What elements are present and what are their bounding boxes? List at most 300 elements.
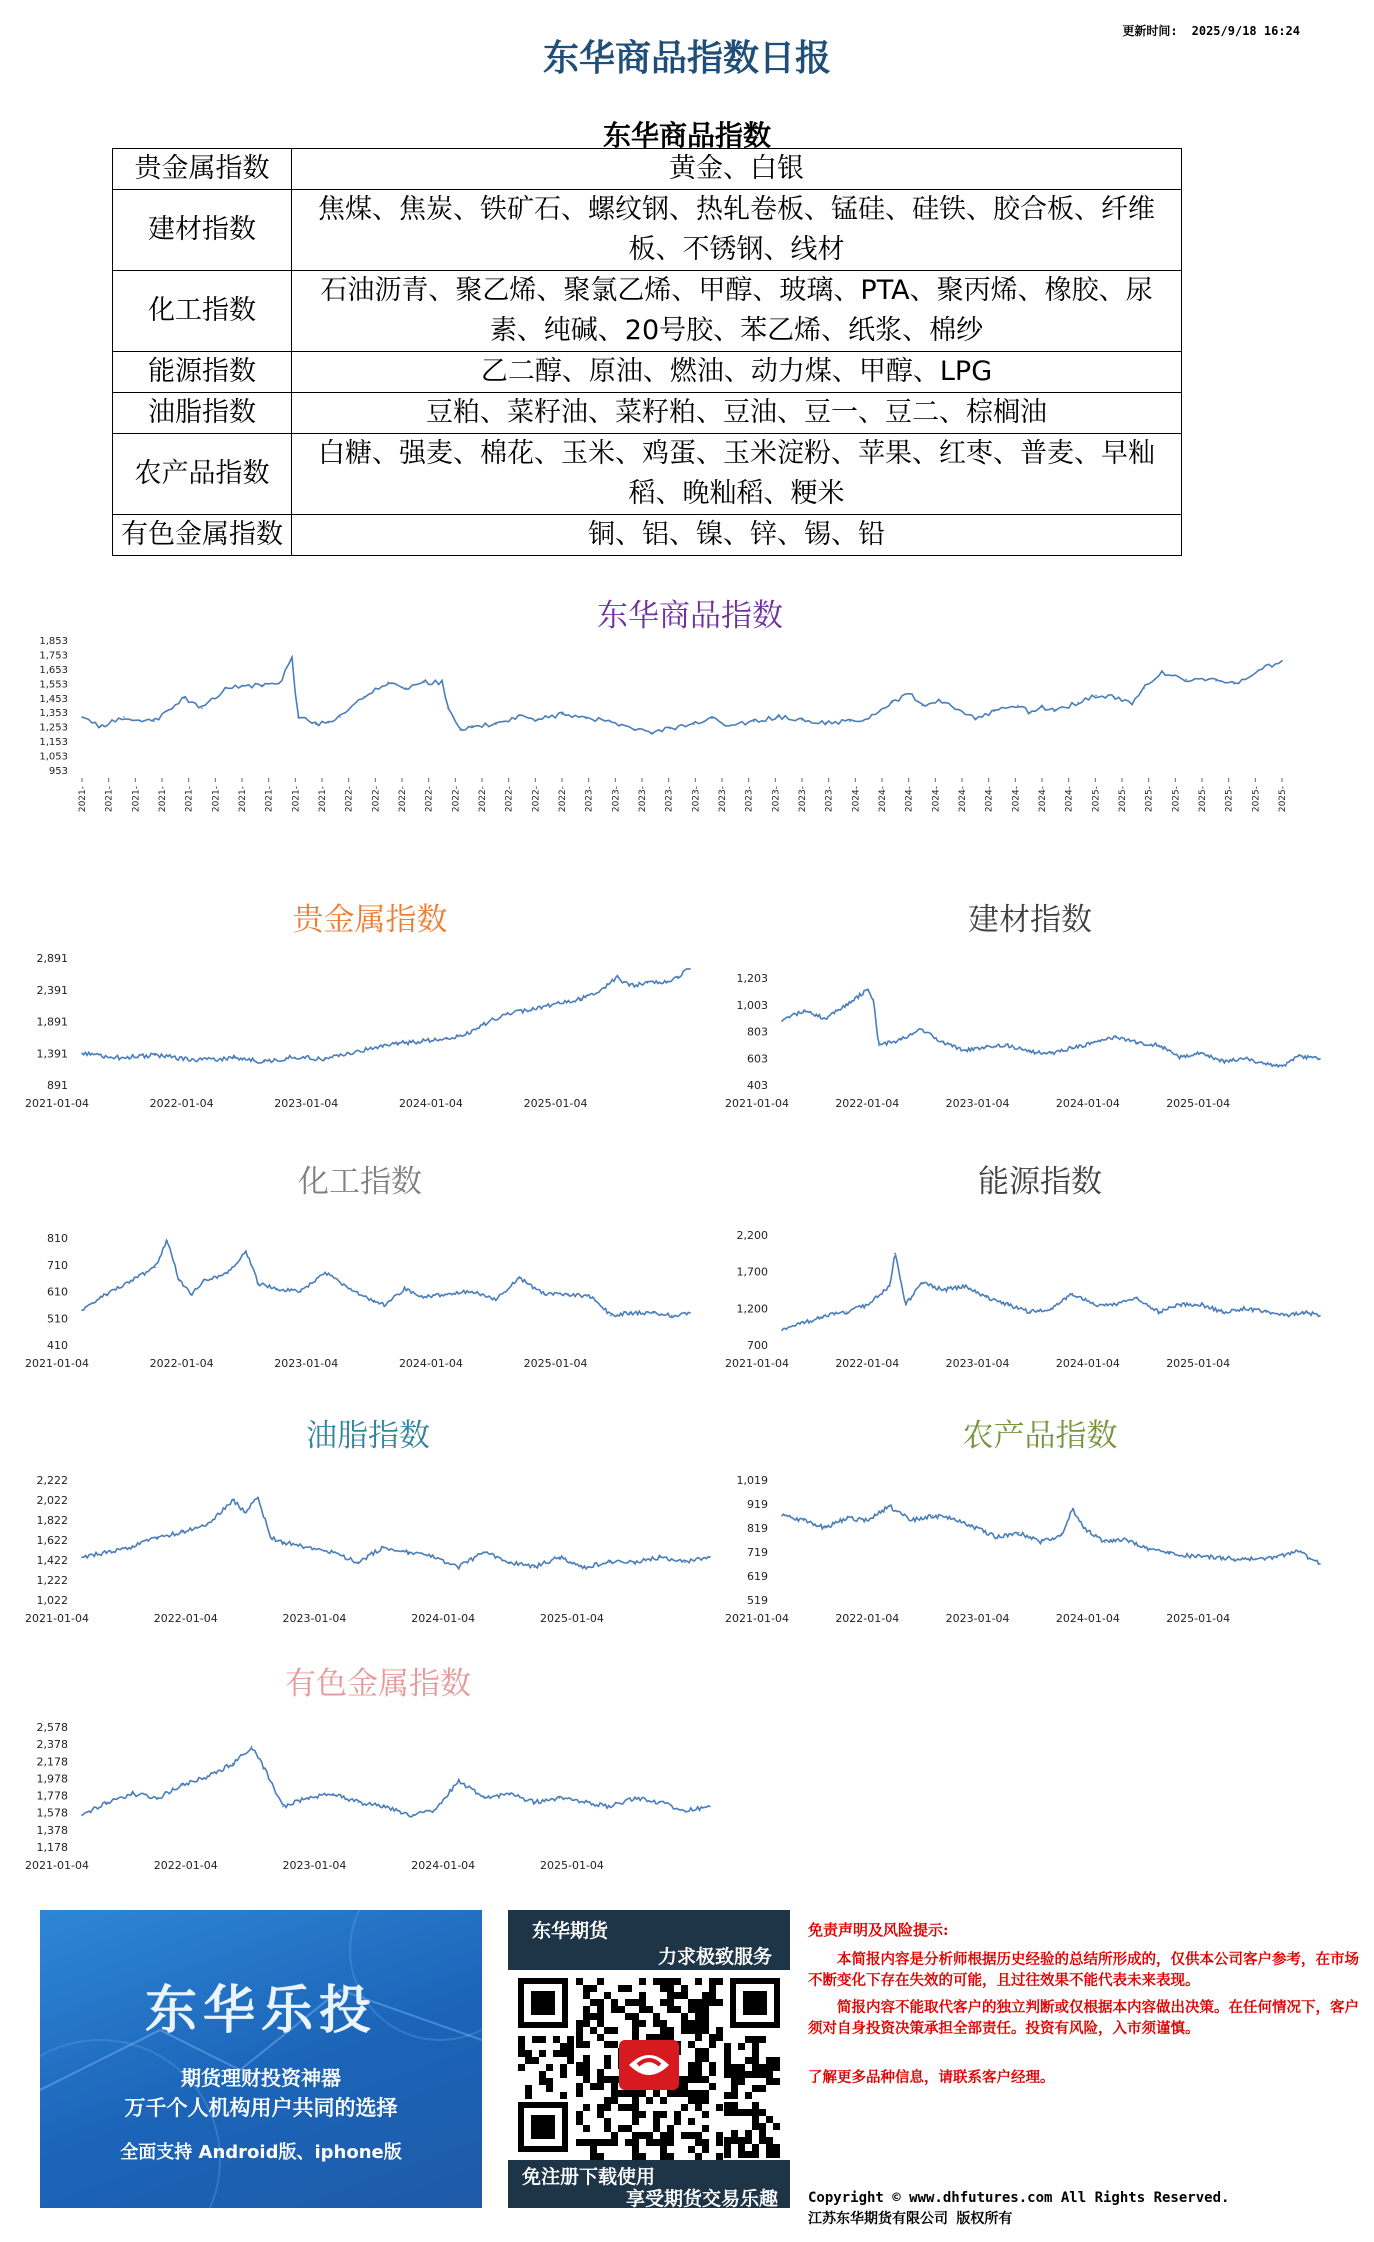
qr-module bbox=[611, 2083, 618, 2090]
data-point bbox=[131, 1793, 133, 1795]
qr-module bbox=[583, 2125, 590, 2132]
y-tick-label: 710 bbox=[47, 1258, 68, 1272]
chart-agri bbox=[720, 1465, 1340, 1630]
data-point bbox=[616, 976, 618, 978]
qr-module bbox=[773, 2064, 780, 2071]
qr-module bbox=[674, 2111, 681, 2118]
disclaimer bbox=[808, 1920, 1368, 2088]
qr-module bbox=[625, 2090, 632, 2097]
x-tick-label: 2022- bbox=[531, 786, 542, 813]
data-point bbox=[408, 1551, 410, 1553]
qr-module bbox=[667, 2153, 674, 2160]
qr-module bbox=[745, 2036, 752, 2043]
qr-module bbox=[539, 2036, 546, 2043]
data-point bbox=[225, 687, 227, 689]
x-tick-label: 2021-01-04 bbox=[725, 1097, 789, 1110]
qr-module bbox=[695, 1978, 702, 1985]
y-tick-label: 1,578 bbox=[36, 1806, 68, 1820]
qr-module bbox=[688, 2118, 695, 2125]
data-point bbox=[363, 696, 365, 698]
qr-module bbox=[553, 2050, 560, 2057]
qr-module bbox=[639, 1999, 646, 2006]
data-point bbox=[1077, 702, 1079, 704]
series-line bbox=[82, 969, 690, 1063]
data-point bbox=[943, 1289, 945, 1291]
data-point bbox=[689, 1312, 691, 1314]
x-tick-label: 2022-01-04 bbox=[153, 1612, 218, 1625]
qr-module bbox=[702, 2111, 709, 2118]
data-point bbox=[939, 700, 941, 702]
qr-module bbox=[583, 2020, 590, 2027]
qr-module bbox=[597, 1999, 604, 2006]
qr-download-box[interactable] bbox=[508, 1910, 790, 2208]
promo-line-1: 期货理财投资神器 bbox=[181, 2066, 341, 2090]
qr-module bbox=[583, 2013, 590, 2020]
qr-module bbox=[639, 2111, 646, 2118]
qr-module bbox=[583, 2104, 590, 2111]
qr-module bbox=[724, 2050, 731, 2057]
x-tick-label: 2024-01-04 bbox=[398, 1357, 463, 1370]
data-point bbox=[279, 682, 281, 684]
qr-module bbox=[632, 2034, 639, 2041]
x-tick-label: 2025-01-04 bbox=[1166, 1357, 1231, 1370]
chart-title-main: 东华商品指数 bbox=[597, 598, 783, 634]
y-tick-label: 1,053 bbox=[39, 751, 68, 763]
qr-module bbox=[716, 1999, 723, 2006]
x-tick-label: 2021-01-04 bbox=[725, 1612, 789, 1625]
table-row bbox=[113, 352, 1182, 393]
qr-module bbox=[611, 2041, 618, 2048]
qr-module bbox=[583, 2062, 590, 2069]
qr-module bbox=[702, 1992, 709, 1999]
data-point bbox=[1072, 1508, 1074, 1510]
data-point bbox=[1257, 670, 1259, 672]
data-point bbox=[495, 723, 497, 725]
x-tick-label: 2024-01-04 bbox=[1055, 1097, 1120, 1110]
chart-title-agri: 农产品指数 bbox=[962, 1418, 1118, 1454]
data-point bbox=[201, 708, 203, 710]
data-point bbox=[1126, 1539, 1128, 1541]
qr-module bbox=[724, 2043, 731, 2050]
data-point bbox=[203, 1280, 205, 1282]
data-point bbox=[677, 976, 679, 978]
qr-module bbox=[660, 2139, 667, 2146]
qr-module bbox=[716, 2027, 723, 2034]
data-point bbox=[1179, 1304, 1181, 1306]
data-point bbox=[561, 713, 563, 715]
table-row bbox=[113, 434, 1182, 515]
x-tick-label: 2021-01-04 bbox=[25, 1859, 89, 1872]
table-title: 东华商品指数 bbox=[602, 119, 771, 152]
app-promo-banner[interactable] bbox=[40, 1910, 482, 2208]
row-name: 贵金属指数 bbox=[113, 149, 292, 190]
x-tick-label: 2024- bbox=[904, 786, 915, 813]
y-tick-label: 1,253 bbox=[39, 722, 68, 734]
qr-module bbox=[745, 2109, 752, 2116]
qr-module bbox=[702, 2090, 709, 2097]
x-tick-label: 2024- bbox=[1038, 786, 1048, 813]
data-point bbox=[81, 1309, 83, 1311]
qr-module bbox=[632, 2139, 639, 2146]
x-tick-label: 2022-01-04 bbox=[835, 1357, 900, 1370]
data-point bbox=[307, 1797, 309, 1799]
qr-module bbox=[576, 2118, 583, 2125]
qr-module bbox=[660, 2097, 667, 2104]
qr-module bbox=[738, 2137, 745, 2144]
table-row bbox=[113, 190, 1182, 271]
qr-module bbox=[632, 2146, 639, 2153]
qr-module bbox=[688, 2132, 695, 2139]
qr-module bbox=[752, 2050, 759, 2057]
qr-module bbox=[653, 2034, 660, 2041]
data-point bbox=[894, 1253, 896, 1255]
qr-module bbox=[597, 2034, 604, 2041]
qr-module bbox=[695, 2139, 702, 2146]
qr-module bbox=[773, 2151, 780, 2158]
table-row bbox=[113, 271, 1182, 352]
y-tick-label: 803 bbox=[747, 1025, 768, 1039]
y-tick-label: 1,022 bbox=[36, 1594, 68, 1607]
copyright-line-2: 江苏东华期货有限公司 版权所有 bbox=[808, 2211, 1013, 2227]
chart-chemical bbox=[20, 1220, 700, 1375]
data-point bbox=[106, 1293, 108, 1295]
qr-module bbox=[639, 1992, 646, 1999]
qr-module bbox=[709, 2034, 716, 2041]
data-point bbox=[1136, 1042, 1138, 1044]
qr-module bbox=[576, 2111, 583, 2118]
y-tick-label: 1,203 bbox=[736, 972, 768, 985]
qr-module bbox=[752, 2085, 759, 2092]
qr-module bbox=[660, 2020, 667, 2027]
data-point bbox=[986, 1297, 988, 1299]
y-tick-label: 1,622 bbox=[36, 1534, 68, 1547]
data-point bbox=[1061, 1534, 1063, 1536]
data-point bbox=[358, 1801, 360, 1803]
qr-module bbox=[695, 2153, 702, 2160]
data-point bbox=[178, 1280, 180, 1282]
qr-module bbox=[766, 2057, 773, 2064]
qr-module bbox=[716, 2153, 723, 2160]
qr-module bbox=[590, 2027, 597, 2034]
data-point bbox=[207, 1776, 209, 1778]
qr-module bbox=[738, 2151, 745, 2158]
qr-module bbox=[597, 2069, 604, 2076]
data-point bbox=[889, 1505, 891, 1507]
qr-module bbox=[667, 2125, 674, 2132]
data-point bbox=[324, 1272, 326, 1274]
y-tick-label: 1,353 bbox=[39, 708, 68, 720]
qr-module bbox=[695, 2132, 702, 2139]
qr-module bbox=[653, 2118, 660, 2125]
qr-module bbox=[632, 2153, 639, 2160]
data-point bbox=[592, 1296, 594, 1298]
y-tick-label: 1,153 bbox=[39, 737, 68, 749]
data-point bbox=[1201, 1304, 1203, 1306]
x-tick-label: 2023-01-04 bbox=[274, 1097, 339, 1110]
qr-module bbox=[688, 2069, 695, 2076]
data-point bbox=[867, 988, 869, 990]
y-tick-label: 519 bbox=[747, 1594, 768, 1607]
x-tick-label: 2023- bbox=[824, 786, 835, 813]
qr-module bbox=[625, 2139, 632, 2146]
qr-module bbox=[752, 2123, 759, 2130]
data-point bbox=[729, 725, 731, 727]
data-point bbox=[197, 1059, 199, 1061]
x-tick-label: 2022- bbox=[398, 786, 408, 813]
qr-module bbox=[583, 2076, 590, 2083]
data-point bbox=[446, 1293, 448, 1295]
data-point bbox=[433, 1556, 435, 1558]
data-point bbox=[1212, 1556, 1214, 1558]
data-point bbox=[709, 1556, 711, 1558]
qr-module bbox=[731, 2071, 738, 2078]
qr-module bbox=[604, 2076, 611, 2083]
data-point bbox=[689, 968, 691, 970]
data-point bbox=[957, 709, 959, 711]
y-tick-label: 919 bbox=[747, 1498, 768, 1511]
y-tick-label: 2,178 bbox=[36, 1755, 68, 1769]
data-point bbox=[385, 1304, 387, 1306]
data-point bbox=[257, 1496, 259, 1498]
x-tick-label: 2025-01-04 bbox=[1166, 1097, 1231, 1110]
data-point bbox=[166, 1240, 168, 1242]
qr-module bbox=[646, 2097, 653, 2104]
qr-module bbox=[667, 1978, 674, 1985]
qr-module bbox=[597, 1978, 604, 1985]
data-point bbox=[665, 981, 667, 983]
data-point bbox=[628, 1312, 630, 1314]
qr-module bbox=[611, 2006, 618, 2013]
x-tick-label: 2024- bbox=[1064, 786, 1075, 813]
x-tick-label: 2022- bbox=[478, 786, 488, 813]
x-tick-label: 2021- bbox=[291, 786, 302, 813]
data-point bbox=[405, 687, 407, 689]
data-point bbox=[1072, 1047, 1074, 1049]
y-tick-label: 891 bbox=[47, 1079, 68, 1092]
data-point bbox=[1093, 1042, 1095, 1044]
data-point bbox=[846, 1517, 848, 1519]
data-point bbox=[332, 1793, 334, 1795]
chart-title-precious: 贵金属指数 bbox=[292, 902, 448, 938]
data-point bbox=[1093, 1304, 1095, 1306]
data-point bbox=[609, 1561, 611, 1563]
data-point bbox=[1115, 1304, 1117, 1306]
qr-module bbox=[759, 2036, 766, 2043]
y-tick-label: 510 bbox=[47, 1312, 68, 1326]
data-point bbox=[1201, 1053, 1203, 1055]
qr-header-1: 东华期货 bbox=[532, 1920, 609, 1942]
chart-title-nonferrous: 有色金属指数 bbox=[285, 1666, 471, 1702]
x-tick-label: 2023-01-04 bbox=[282, 1612, 347, 1625]
qr-module bbox=[702, 2027, 709, 2034]
data-point bbox=[1179, 1057, 1181, 1059]
data-point bbox=[483, 1551, 485, 1553]
qr-module bbox=[738, 2109, 745, 2116]
qr-module bbox=[597, 2083, 604, 2090]
qr-module bbox=[752, 2116, 759, 2123]
chart-oils bbox=[20, 1465, 720, 1630]
data-point bbox=[1136, 1297, 1138, 1299]
qr-module bbox=[583, 2041, 590, 2048]
qr-module bbox=[525, 2085, 532, 2092]
data-point bbox=[867, 718, 869, 720]
qr-module bbox=[731, 2064, 738, 2071]
data-point bbox=[1298, 1551, 1300, 1553]
qr-module bbox=[688, 2146, 695, 2153]
x-tick-label: 2021-01-04 bbox=[725, 1357, 789, 1370]
data-point bbox=[123, 716, 125, 718]
data-point bbox=[297, 716, 299, 718]
qr-module bbox=[709, 1999, 716, 2006]
promo-line-3: 全面支持 Android版、iphone版 bbox=[120, 2142, 402, 2163]
qr-module bbox=[611, 2139, 618, 2146]
qr-module bbox=[731, 2085, 738, 2092]
copyright bbox=[808, 2188, 1229, 2230]
data-point bbox=[470, 1291, 472, 1293]
qr-module bbox=[560, 2050, 567, 2057]
qr-module bbox=[583, 1985, 590, 1992]
data-point bbox=[81, 1814, 83, 1816]
update-label: 更新时间: bbox=[1122, 24, 1178, 38]
qr-module bbox=[745, 2071, 752, 2078]
y-tick-label: 403 bbox=[747, 1079, 768, 1092]
qr-module bbox=[632, 1999, 639, 2006]
data-point bbox=[106, 1551, 108, 1553]
qr-module bbox=[632, 2118, 639, 2125]
y-tick-label: 1,822 bbox=[36, 1514, 68, 1527]
qr-module bbox=[560, 2092, 567, 2099]
x-tick-label: 2025-01-04 bbox=[539, 1859, 604, 1872]
qr-module bbox=[639, 2132, 646, 2139]
qr-module bbox=[611, 2132, 618, 2139]
data-point bbox=[1029, 1051, 1031, 1053]
data-point bbox=[891, 702, 893, 704]
data-point bbox=[996, 1537, 998, 1539]
qr-module bbox=[745, 2092, 752, 2099]
data-point bbox=[324, 1058, 326, 1060]
qr-module bbox=[752, 2109, 759, 2116]
qr-module bbox=[632, 2097, 639, 2104]
row-items: 乙二醇、原油、燃油、动力煤、甲醇、LPG bbox=[292, 352, 1182, 393]
x-tick-label: 2025-01-04 bbox=[1166, 1612, 1231, 1625]
qr-module bbox=[597, 2111, 604, 2118]
qr-module bbox=[646, 2034, 653, 2041]
series-line bbox=[82, 1241, 690, 1318]
qr-module bbox=[576, 2069, 583, 2076]
qr-module bbox=[625, 1985, 632, 1992]
qr-module bbox=[674, 2006, 681, 2013]
qr-module bbox=[681, 2132, 688, 2139]
data-point bbox=[1303, 1311, 1305, 1313]
data-point bbox=[932, 1515, 934, 1517]
data-point bbox=[245, 1251, 247, 1253]
x-tick-label: 2021- bbox=[131, 786, 142, 813]
data-point bbox=[383, 1806, 385, 1808]
qr-module bbox=[766, 2078, 773, 2085]
y-tick-label: 1,778 bbox=[36, 1789, 68, 1803]
x-tick-label: 2025- bbox=[1198, 786, 1208, 813]
qr-module bbox=[590, 2083, 597, 2090]
data-point bbox=[803, 1010, 805, 1012]
qr-module bbox=[766, 2137, 773, 2144]
y-tick-label: 1,978 bbox=[36, 1772, 68, 1786]
qr-module bbox=[653, 2090, 660, 2097]
qr-module bbox=[532, 2057, 539, 2064]
data-point bbox=[367, 1049, 369, 1051]
qr-module bbox=[702, 2125, 709, 2132]
qr-module bbox=[681, 1985, 688, 1992]
qr-module bbox=[759, 2130, 766, 2137]
y-tick-label: 2,200 bbox=[736, 1229, 768, 1242]
qr-module bbox=[653, 2139, 660, 2146]
data-point bbox=[669, 728, 671, 730]
qr-module bbox=[702, 2139, 709, 2146]
qr-module bbox=[518, 2036, 525, 2043]
qr-module bbox=[660, 1985, 667, 1992]
data-point bbox=[519, 1277, 521, 1279]
qr-module bbox=[660, 1999, 667, 2006]
x-tick-label: 2022-01-04 bbox=[835, 1612, 900, 1625]
qr-module bbox=[597, 2139, 604, 2146]
qr-module bbox=[688, 2097, 695, 2104]
x-tick-label: 2022- bbox=[344, 786, 355, 813]
qr-module bbox=[583, 2055, 590, 2062]
y-tick-label: 700 bbox=[747, 1339, 768, 1352]
copyright-line-1: Copyright © www.dhfutures.com All Rights Reserved. bbox=[808, 2190, 1230, 2206]
data-point bbox=[964, 1050, 966, 1052]
qr-module bbox=[702, 2013, 709, 2020]
qr-module bbox=[738, 2064, 745, 2071]
qr-module bbox=[773, 2078, 780, 2085]
data-point bbox=[849, 721, 851, 723]
data-point bbox=[1281, 660, 1283, 662]
disclaimer-p1: 本简报内容是分析师根据历史经验的总结所形成的，仅供本公司客户参考，在市场不断变化下存在失效的可能，且过往效果不能代表未来表现。 bbox=[808, 1951, 1359, 1989]
qr-module bbox=[752, 2071, 759, 2078]
qr-module bbox=[639, 1978, 646, 1985]
row-items: 黄金、白银 bbox=[292, 149, 1182, 190]
qr-module bbox=[576, 2139, 583, 2146]
chart-nonferrous bbox=[20, 1712, 720, 1877]
data-point bbox=[315, 723, 317, 725]
row-items: 白糖、强麦、棉花、玉米、鸡蛋、玉米淀粉、苹果、红枣、普麦、早籼稻、晚籼稻、粳米 bbox=[292, 434, 1182, 515]
x-tick-label: 2021- bbox=[158, 786, 168, 813]
data-point bbox=[327, 722, 329, 724]
qr-module bbox=[583, 2006, 590, 2013]
data-point bbox=[1276, 1556, 1278, 1558]
x-tick-label: 2025- bbox=[1118, 786, 1128, 813]
x-tick-label: 2023- bbox=[638, 786, 648, 813]
data-point bbox=[232, 1763, 234, 1765]
qr-module bbox=[611, 2027, 618, 2034]
data-point bbox=[1007, 1304, 1009, 1306]
x-tick-label: 2025- bbox=[1251, 786, 1262, 813]
x-tick-label: 2025-01-04 bbox=[539, 1612, 604, 1625]
y-tick-label: 1,553 bbox=[39, 679, 68, 691]
data-point bbox=[693, 723, 695, 725]
qr-module bbox=[731, 2092, 738, 2099]
data-point bbox=[282, 1541, 284, 1543]
y-tick-label: 1,653 bbox=[39, 664, 68, 676]
qr-module bbox=[604, 2055, 611, 2062]
y-tick-label: 1,753 bbox=[39, 650, 68, 662]
data-point bbox=[609, 1806, 611, 1808]
qr-module bbox=[660, 2132, 667, 2139]
data-point bbox=[568, 1293, 570, 1295]
qr-module bbox=[695, 2034, 702, 2041]
data-point bbox=[1265, 1311, 1267, 1313]
y-tick-label: 1,003 bbox=[736, 998, 768, 1012]
data-point bbox=[684, 1561, 686, 1563]
